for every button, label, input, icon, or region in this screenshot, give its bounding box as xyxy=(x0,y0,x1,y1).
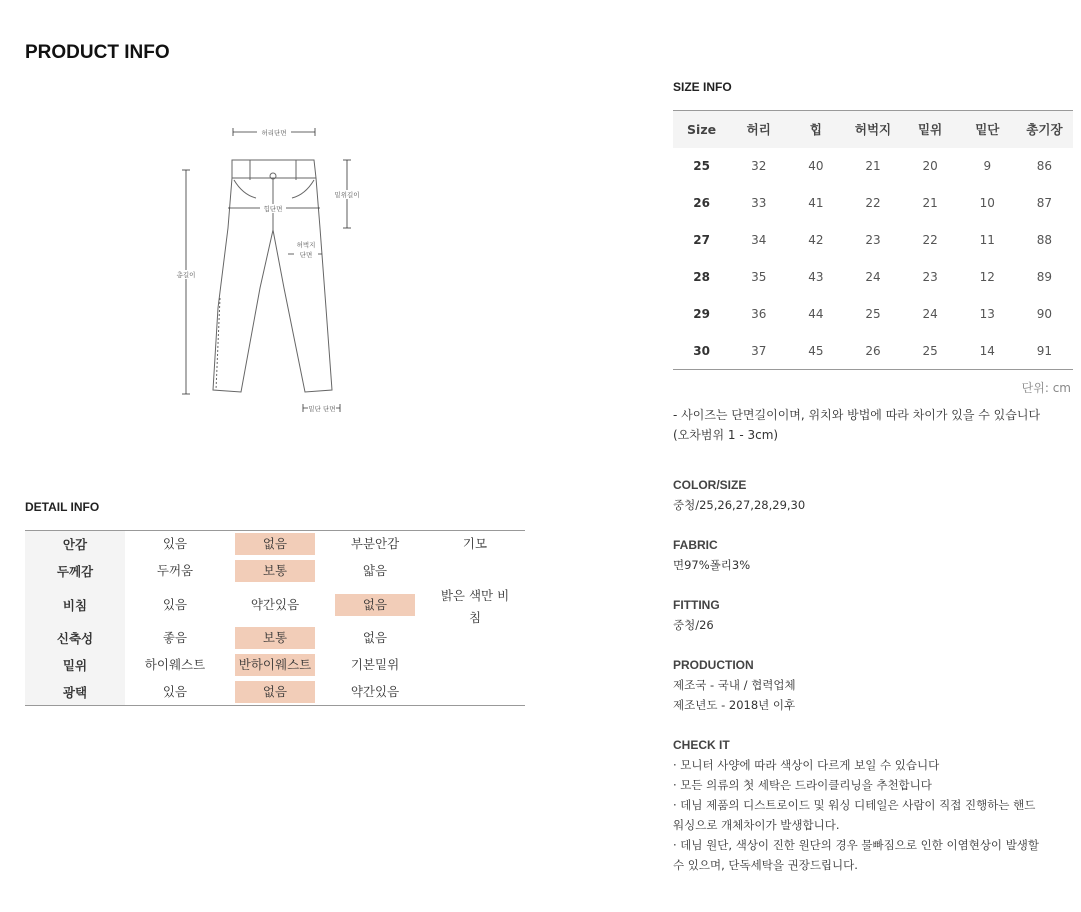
size-value-cell: 12 xyxy=(979,270,995,284)
detail-row-label: 광택 xyxy=(25,679,125,706)
detail-row-label: 신축성 xyxy=(25,625,125,652)
size-value-cell: 32 xyxy=(751,159,767,173)
detail-row-label: 밑위 xyxy=(25,652,125,679)
size-label-cell: 30 xyxy=(693,343,710,358)
size-value-cell: 23 xyxy=(865,233,881,247)
production-line: 제조년도 - 2018년 이후 xyxy=(673,698,796,712)
size-value-cell: 14 xyxy=(979,343,995,358)
size-header-cell: 허리 xyxy=(730,111,787,148)
detail-option-selected: 없음 xyxy=(235,681,315,703)
detail-row xyxy=(25,585,525,625)
fitting-title: FITTING xyxy=(673,598,720,612)
detail-option: 부분안감 xyxy=(350,536,400,552)
thigh-label-2: 단면 xyxy=(299,251,313,259)
size-value-cell: 45 xyxy=(808,343,824,358)
pants-diagram xyxy=(160,118,380,428)
size-value-cell: 35 xyxy=(751,270,767,284)
detail-option-selected: 보통 xyxy=(235,560,315,582)
size-header-cell: 총기장 xyxy=(1016,111,1073,148)
detail-row xyxy=(25,652,525,679)
detail-option-cell xyxy=(225,558,325,585)
fitting-line: 중청/26 xyxy=(673,618,714,632)
size-value-cell: 24 xyxy=(865,270,881,284)
detail-info-table xyxy=(25,530,525,706)
detail-option: 밝은 색만 비침 xyxy=(440,587,510,625)
detail-row-label: 두께감 xyxy=(25,558,125,585)
thigh-label-1: 허벅지 xyxy=(296,241,316,249)
size-value-cell: 26 xyxy=(865,343,881,358)
check-it-line: 워싱으로 개체차이가 발생합니다. xyxy=(673,818,840,832)
check-it-title: CHECK IT xyxy=(673,738,730,752)
detail-option-cell xyxy=(425,558,525,585)
color-size-line: 중청/25,26,27,28,29,30 xyxy=(673,498,806,512)
detail-option-selected: 보통 xyxy=(235,627,315,649)
detail-option: 얇음 xyxy=(362,563,388,578)
detail-row xyxy=(25,558,525,585)
size-value-cell: 87 xyxy=(1036,196,1053,210)
size-value-cell: 22 xyxy=(865,196,881,210)
check-it-line: · 모든 의류의 첫 세탁은 드라이클리닝을 추천합니다 xyxy=(673,778,932,792)
hip-label: 힙단면 xyxy=(263,205,283,213)
detail-option-cell xyxy=(425,652,525,679)
size-value-cell: 20 xyxy=(922,159,938,173)
waist-label: 허리단면 xyxy=(261,129,287,137)
size-label-cell: 27 xyxy=(693,233,710,247)
size-row xyxy=(673,296,1073,333)
size-value-cell: 13 xyxy=(979,307,995,321)
size-row xyxy=(673,333,1073,370)
size-info-table xyxy=(673,110,1073,370)
size-note-line: - 사이즈는 단면길이이며, 위치와 방법에 따라 차이가 있을 수 있습니다 xyxy=(673,408,1041,422)
production-block xyxy=(673,655,1073,715)
size-value-cell: 9 xyxy=(983,159,992,173)
detail-row-label: 비침 xyxy=(25,585,125,625)
size-value-cell: 40 xyxy=(808,159,824,173)
detail-option: 하이웨스트 xyxy=(144,657,206,672)
detail-row-label: 안감 xyxy=(25,531,125,558)
detail-option: 두꺼움 xyxy=(156,563,194,578)
detail-option-cell xyxy=(325,625,425,652)
size-value-cell: 42 xyxy=(808,233,824,247)
detail-option-cell xyxy=(125,652,225,679)
size-value-cell: 41 xyxy=(808,196,824,210)
check-it-line: · 데님 제품의 디스트로이드 및 워싱 디테일은 사람이 직접 진행하는 핸드 xyxy=(673,798,1036,812)
size-value-cell: 86 xyxy=(1036,159,1053,173)
detail-option-selected: 반하이웨스트 xyxy=(235,654,315,676)
detail-option: 있음 xyxy=(162,596,188,612)
detail-option-cell xyxy=(325,679,425,706)
size-header-cell: Size xyxy=(673,111,730,148)
size-value-cell: 44 xyxy=(808,307,824,321)
size-value-cell: 89 xyxy=(1036,270,1053,284)
unit-note: 단위: cm xyxy=(1021,381,1071,395)
detail-option-cell xyxy=(225,531,325,558)
size-value-cell: 34 xyxy=(751,233,767,247)
color-size-title: COLOR/SIZE xyxy=(673,478,747,492)
size-row xyxy=(673,185,1073,222)
size-value-cell: 22 xyxy=(922,233,938,247)
detail-option-cell xyxy=(425,585,525,625)
detail-option-cell xyxy=(325,585,425,625)
size-label-cell: 29 xyxy=(693,307,710,321)
size-value-cell: 25 xyxy=(865,307,881,321)
size-value-cell: 33 xyxy=(751,196,767,210)
detail-option: 없음 xyxy=(362,630,388,645)
detail-option: 약간있음 xyxy=(350,683,400,699)
size-value-cell: 91 xyxy=(1036,343,1053,358)
detail-option-cell xyxy=(225,652,325,679)
rise-label: 밑위길이 xyxy=(334,191,360,199)
size-value-cell: 36 xyxy=(751,307,767,321)
hem-label: 밑단 단면 xyxy=(308,405,336,413)
size-label-cell: 28 xyxy=(693,270,710,284)
color-size-block xyxy=(673,475,1073,515)
detail-option: 약간있음 xyxy=(250,596,300,612)
length-label: 총길이 xyxy=(176,271,196,279)
check-it-line: 수 있으며, 단독세탁을 권장드립니다. xyxy=(673,858,858,872)
fabric-block xyxy=(673,535,1073,575)
detail-row xyxy=(25,531,525,558)
size-value-cell: 37 xyxy=(751,343,767,358)
size-value-cell: 90 xyxy=(1036,307,1053,321)
size-header-cell: 밑단 xyxy=(959,111,1016,148)
detail-row xyxy=(25,625,525,652)
size-row xyxy=(673,148,1073,185)
size-header-cell: 힙 xyxy=(787,111,844,148)
size-value-cell: 43 xyxy=(808,270,824,284)
size-header-cell: 밑위 xyxy=(902,111,959,148)
detail-option: 있음 xyxy=(162,536,188,552)
detail-option-cell xyxy=(125,625,225,652)
size-value-cell: 25 xyxy=(922,343,938,358)
size-label-cell: 26 xyxy=(693,196,710,210)
size-value-cell: 88 xyxy=(1036,233,1053,247)
fitting-block xyxy=(673,595,1073,635)
check-it-block xyxy=(673,735,1073,875)
size-value-cell: 23 xyxy=(922,270,938,284)
detail-row xyxy=(25,679,525,706)
size-note-line: (오차범위 1 - 3cm) xyxy=(673,428,779,442)
detail-option: 있음 xyxy=(162,683,188,699)
page-title: PRODUCT INFO xyxy=(25,42,170,63)
size-row xyxy=(673,222,1073,259)
detail-option-cell xyxy=(325,652,425,679)
detail-option-cell xyxy=(425,531,525,558)
size-info-title: SIZE INFO xyxy=(673,80,732,94)
detail-option-cell xyxy=(125,585,225,625)
detail-option-cell xyxy=(325,531,425,558)
size-note xyxy=(673,405,1073,445)
detail-option-cell xyxy=(225,585,325,625)
detail-option-cell xyxy=(225,625,325,652)
detail-option-cell xyxy=(225,679,325,706)
size-value-cell: 21 xyxy=(922,196,938,210)
detail-option-cell xyxy=(425,625,525,652)
size-header-cell: 허벅지 xyxy=(844,111,901,148)
production-line: 제조국 - 국내 / 협력업체 xyxy=(673,678,796,692)
detail-option: 기모 xyxy=(462,536,488,552)
production-title: PRODUCTION xyxy=(673,658,754,672)
size-value-cell: 21 xyxy=(865,159,881,173)
detail-option-cell xyxy=(325,558,425,585)
fabric-title: FABRIC xyxy=(673,538,718,552)
detail-option-cell xyxy=(125,531,225,558)
detail-info-title: DETAIL INFO xyxy=(25,500,100,514)
detail-option-selected: 없음 xyxy=(335,594,415,616)
detail-option-selected: 없음 xyxy=(235,533,315,555)
pants-illustration xyxy=(160,118,380,428)
size-row xyxy=(673,259,1073,296)
check-it-line: · 모니터 사양에 따라 색상이 다르게 보일 수 있습니다 xyxy=(673,758,940,772)
size-value-cell: 10 xyxy=(979,196,995,210)
detail-option: 기본밑위 xyxy=(350,657,400,672)
detail-option-cell xyxy=(125,679,225,706)
size-value-cell: 24 xyxy=(922,307,938,321)
detail-option: 좋음 xyxy=(162,630,188,645)
detail-option-cell xyxy=(125,558,225,585)
detail-option-cell xyxy=(425,679,525,706)
size-label-cell: 25 xyxy=(693,159,710,173)
size-value-cell: 11 xyxy=(979,233,995,247)
fabric-line: 면97%폴리3% xyxy=(673,558,751,572)
check-it-line: · 데님 원단, 색상이 진한 원단의 경우 물빠짐으로 인한 이염현상이 발생할 xyxy=(673,838,1040,852)
